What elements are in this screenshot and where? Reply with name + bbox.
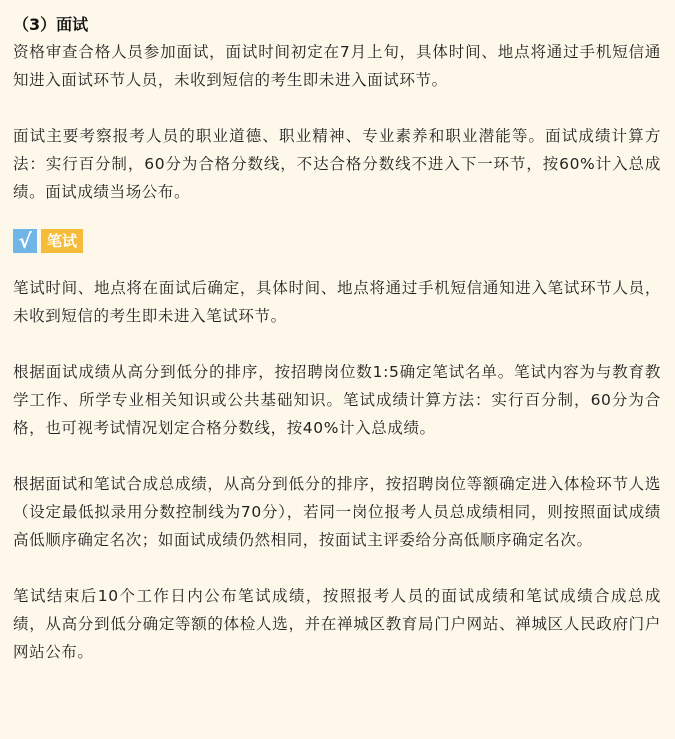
checkmark-icon: √ [13, 229, 37, 253]
section-heading: （3）面试 [13, 15, 89, 34]
paragraph-interview-time: 资格审查合格人员参加面试，面试时间初定在7月上旬，具体时间、地点将通过手机短信通知进入面试环节人员，未收到短信的考生即未进入面试环节。 [13, 43, 661, 89]
paragraph-total-score: 根据面试和笔试合成总成绩，从高分到低分的排序，按招聘岗位等额确定进入体检环节人选（设定最低拟录用分数控制线为70分），若同一岗位报考人员总成绩相同，则按照面试成绩高低顺序确定名次；如面试成绩仍然相同，按面试主评委给分高低顺序确定名次。 [13, 475, 661, 549]
paragraph-written-content: 根据面试成绩从高分到低分的排序，按招聘岗位数1:5确定笔试名单。笔试内容为与教育教学工作、所学专业相关知识或公共基础知识。笔试成绩计算方法：实行百分制，60分为合格，也可视考试情况划定合格分数线，按40%计入总成绩。 [13, 363, 661, 437]
paragraph-publish: 笔试结束后10个工作日内公布笔试成绩，按照报考人员的面试成绩和笔试成绩合成总成绩，从高分到低分确定等额的体检人选，并在禅城区教育局门户网站、禅城区人民政府门户网站公布。 [13, 587, 661, 661]
written-exam-badge [13, 228, 661, 254]
paragraph-interview-content: 面试主要考察报考人员的职业道德、职业精神、专业素养和职业潜能等。面试成绩计算方法：实行百分制，60分为合格分数线，不达合格分数线不进入下一环节，按60%计入总成绩。面试成绩当场公布。 [13, 127, 661, 201]
paragraph-written-time: 笔试时间、地点将在面试后确定，具体时间、地点将通过手机短信通知进入笔试环节人员，未收到短信的考生即未进入笔试环节。 [13, 279, 661, 325]
written-exam-label: 笔试 [41, 229, 83, 253]
